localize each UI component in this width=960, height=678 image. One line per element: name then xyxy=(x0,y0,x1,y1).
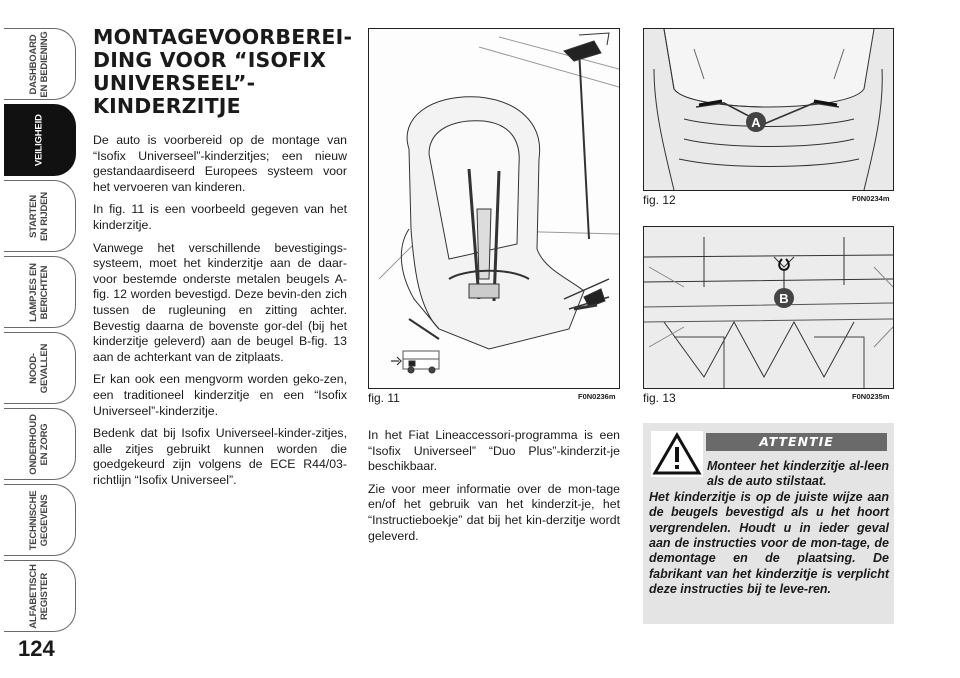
tab-noodgevallen[interactable] xyxy=(4,332,76,404)
warning-title-bar xyxy=(706,433,887,451)
figure-child-seat xyxy=(368,28,620,389)
tab-label: VEILIGHEID xyxy=(33,114,45,166)
tab-label: ALFABETISCH REGISTER xyxy=(28,563,50,629)
warning-text xyxy=(649,459,889,598)
paragraph: Bedenk dat bij Isofix Universeel-kinder-zitjes, alle zitjes gebruikt kunnen worden die goedgekeurd zijn volgens de ECE R44/03-richtlijn “Isofix Universeel”. xyxy=(93,426,347,487)
main-column xyxy=(93,25,353,495)
section-heading: MONTAGEVOORBEREI- DING VOOR “ISOFIX UNIVERSEEL”- KINDERZITJE xyxy=(93,25,353,118)
marker-label: A xyxy=(751,115,761,130)
tab-label: NOOD- GEVALLEN xyxy=(28,343,50,393)
tab-register[interactable] xyxy=(4,560,76,632)
paragraph: Er kan ook een mengvorm worden geko-zen, een traditioneel kinderzitje en een “Isofix Universeel”-kinderzitje. xyxy=(93,372,347,418)
marker-label: B xyxy=(779,291,789,306)
figure-lower-anchors xyxy=(643,28,894,191)
tab-label: TECHNISCHE GEGEVENS xyxy=(28,490,50,550)
paragraph: Vanwege het verschillende bevestigings-systeem, moet het kinderzitje aan de daar-voor bestemde onderste metalen beugels A-fig. 12 worden bevestigd. Deze bevin-den zich tussen de rugleuning en zitting achter. Bevestig daarna de bovenste gor-del (bij het kinderzitje geleverd) aan de beugel B-fig. 13 aan de achterkant van de zitplaats. xyxy=(93,240,347,364)
figure-code: F0N0236m xyxy=(578,392,616,401)
figure-top-tether xyxy=(643,226,894,389)
figure-caption: fig. 13 xyxy=(643,391,676,405)
tab-label: LAMPJES EN BERICHTEN xyxy=(28,262,50,322)
figure-code: F0N0234m xyxy=(852,194,890,203)
tab-dashboard[interactable] xyxy=(4,28,76,100)
figure-caption: fig. 12 xyxy=(643,193,676,207)
warning-box xyxy=(643,423,894,624)
tether-anchor-illustration xyxy=(644,227,893,388)
paragraph: Zie voor meer informatie over de mon-tage en/of het gebruik van het kinderzit-je, het “Instructieboekje” dat bij het kin-derzitje wordt geleverd. xyxy=(368,481,620,543)
tab-lampjes[interactable] xyxy=(4,256,76,328)
tab-label: ONDERHOUD EN ZORG xyxy=(28,413,50,475)
child-seat-illustration xyxy=(369,29,619,388)
warning-lead: Monteer het kinderzitje al-leen als de auto stilstaat. xyxy=(707,459,889,489)
paragraph: In fig. 11 is een voorbeeld gegeven van het kinderzitje. xyxy=(93,202,347,232)
paragraph: De auto is voorbereid op de montage van “Isofix Universeel”-kinderzitjes; een nieuw gestandaardiseerd Europees systeem voor het vervoeren van kinderen. xyxy=(93,133,347,194)
tab-starten[interactable] xyxy=(4,180,76,252)
tab-veiligheid[interactable] xyxy=(4,104,76,176)
warning-title: ATTENTIE xyxy=(759,434,834,449)
figure-code: F0N0235m xyxy=(852,392,890,401)
warning-body: Het kinderzitje is op de juiste wijze aan de beugels bevestigd als u het hoort vergrendelen. Houdt u in ieder geval aan de instructies voor de mon-tage, de demontage en de plaatsing. De fabrikant van het kinderzitje is verplicht deze instructies bij te leve-ren. xyxy=(649,489,889,597)
tab-technische[interactable] xyxy=(4,484,76,556)
figure-caption: fig. 11 xyxy=(368,391,400,405)
tab-label: DASHBOARD EN BEDIENING xyxy=(28,30,50,98)
page-number: 124 xyxy=(18,636,55,661)
paragraph: In het Fiat Lineaccessori-programma is een “Isofix Universeel” “Duo Plus”-kinderzit-je beschikbaar. xyxy=(368,428,620,474)
second-column xyxy=(368,428,620,551)
seat-anchor-illustration xyxy=(644,29,893,190)
tab-label: STARTEN EN RIJDEN xyxy=(28,191,50,241)
tab-onderhoud[interactable] xyxy=(4,408,76,480)
